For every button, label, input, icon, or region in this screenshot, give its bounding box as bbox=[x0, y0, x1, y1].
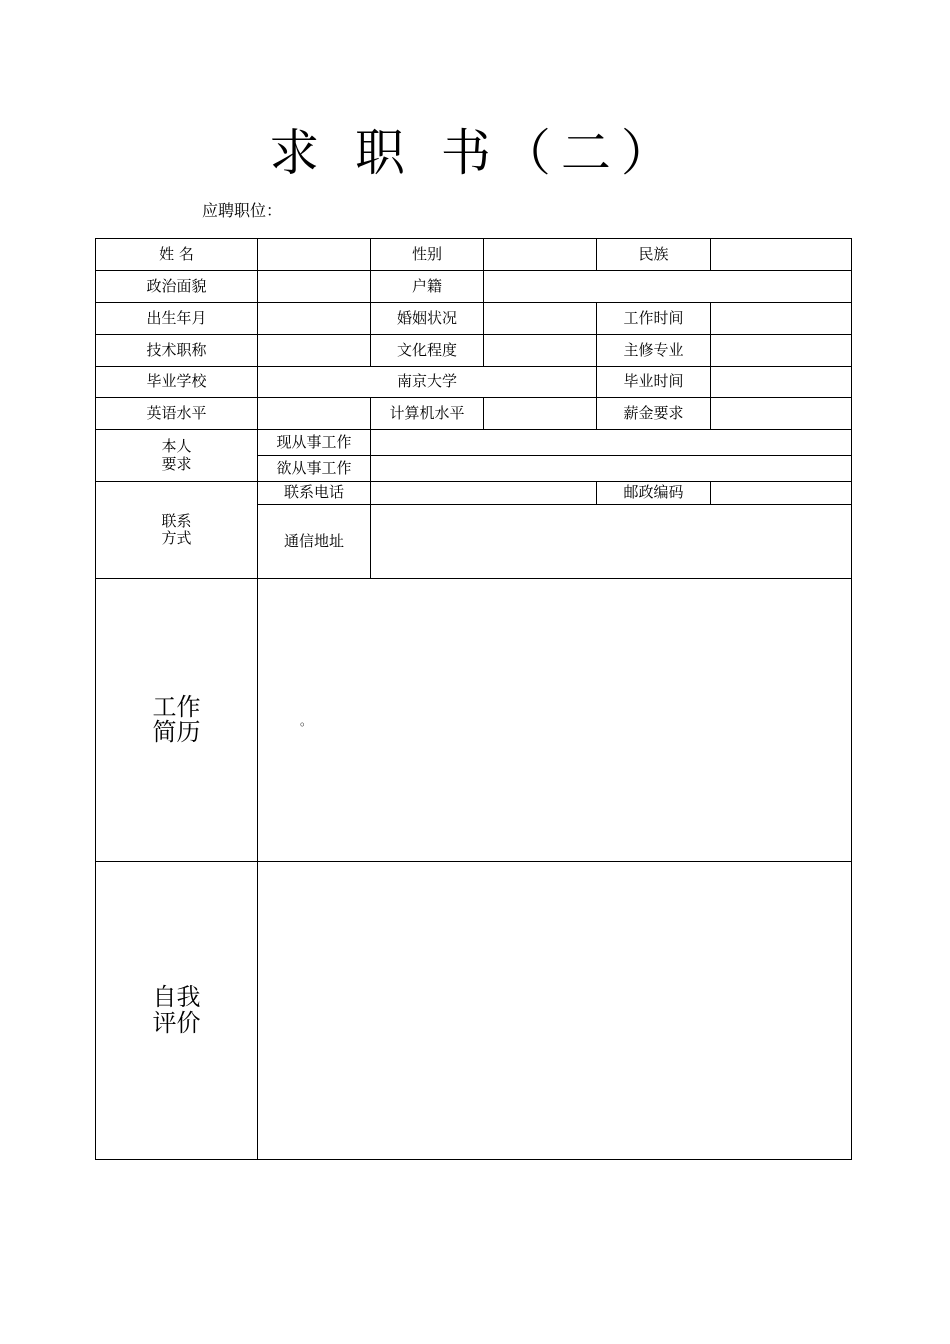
computer-label: 计算机水平 bbox=[370, 397, 484, 430]
english-label: 英语水平 bbox=[95, 397, 258, 430]
political-field[interactable] bbox=[257, 270, 371, 303]
education-field[interactable] bbox=[483, 334, 597, 367]
work-history-field[interactable] bbox=[257, 578, 852, 862]
work-time-label: 工作时间 bbox=[596, 302, 711, 335]
english-field[interactable] bbox=[257, 397, 371, 430]
ethnicity-label: 民族 bbox=[596, 238, 711, 271]
gender-field[interactable] bbox=[483, 238, 597, 271]
phone-label: 联系电话 bbox=[257, 481, 371, 505]
address-label: 通信地址 bbox=[257, 504, 371, 579]
ethnicity-field[interactable] bbox=[710, 238, 852, 271]
school-label: 毕业学校 bbox=[95, 366, 258, 398]
birth-field[interactable] bbox=[257, 302, 371, 335]
contact-label: 联系 方式 bbox=[95, 481, 258, 579]
computer-field[interactable] bbox=[483, 397, 597, 430]
hukou-field[interactable] bbox=[483, 270, 852, 303]
gender-label: 性别 bbox=[370, 238, 484, 271]
name-field[interactable] bbox=[257, 238, 371, 271]
major-label: 主修专业 bbox=[596, 334, 711, 367]
major-field[interactable] bbox=[710, 334, 852, 367]
school-field[interactable]: 南京大学 bbox=[257, 366, 597, 398]
address-field[interactable] bbox=[370, 504, 852, 579]
political-label: 政治面貌 bbox=[95, 270, 258, 303]
tech-title-label: 技术职称 bbox=[95, 334, 258, 367]
education-label: 文化程度 bbox=[370, 334, 484, 367]
grad-time-field[interactable] bbox=[710, 366, 852, 398]
work-time-field[interactable] bbox=[710, 302, 852, 335]
phone-field[interactable] bbox=[370, 481, 597, 505]
page-title: 求 职 书（二） bbox=[269, 124, 681, 182]
birth-label: 出生年月 bbox=[95, 302, 258, 335]
current-job-label: 现从事工作 bbox=[257, 429, 371, 456]
requirements-label: 本人 要求 bbox=[95, 429, 258, 482]
name-label: 姓 名 bbox=[95, 238, 258, 271]
salary-field[interactable] bbox=[710, 397, 852, 430]
work-history-text: 。 bbox=[300, 714, 313, 728]
postcode-field[interactable] bbox=[710, 481, 852, 505]
self-evaluation-label: 自我 评价 bbox=[95, 861, 258, 1160]
self-evaluation-field[interactable] bbox=[257, 861, 852, 1160]
tech-title-field[interactable] bbox=[257, 334, 371, 367]
desired-job-field[interactable] bbox=[370, 455, 852, 482]
grad-time-label: 毕业时间 bbox=[596, 366, 711, 398]
current-job-field[interactable] bbox=[370, 429, 852, 456]
marital-field[interactable] bbox=[483, 302, 597, 335]
desired-job-label: 欲从事工作 bbox=[257, 455, 371, 482]
position-label: 应聘职位： bbox=[202, 201, 283, 220]
postcode-label: 邮政编码 bbox=[596, 481, 711, 505]
marital-label: 婚姻状况 bbox=[370, 302, 484, 335]
hukou-label: 户籍 bbox=[370, 270, 484, 303]
application-form bbox=[96, 239, 853, 1161]
work-history-label: 工作 简历 bbox=[95, 578, 258, 862]
salary-label: 薪金要求 bbox=[596, 397, 711, 430]
